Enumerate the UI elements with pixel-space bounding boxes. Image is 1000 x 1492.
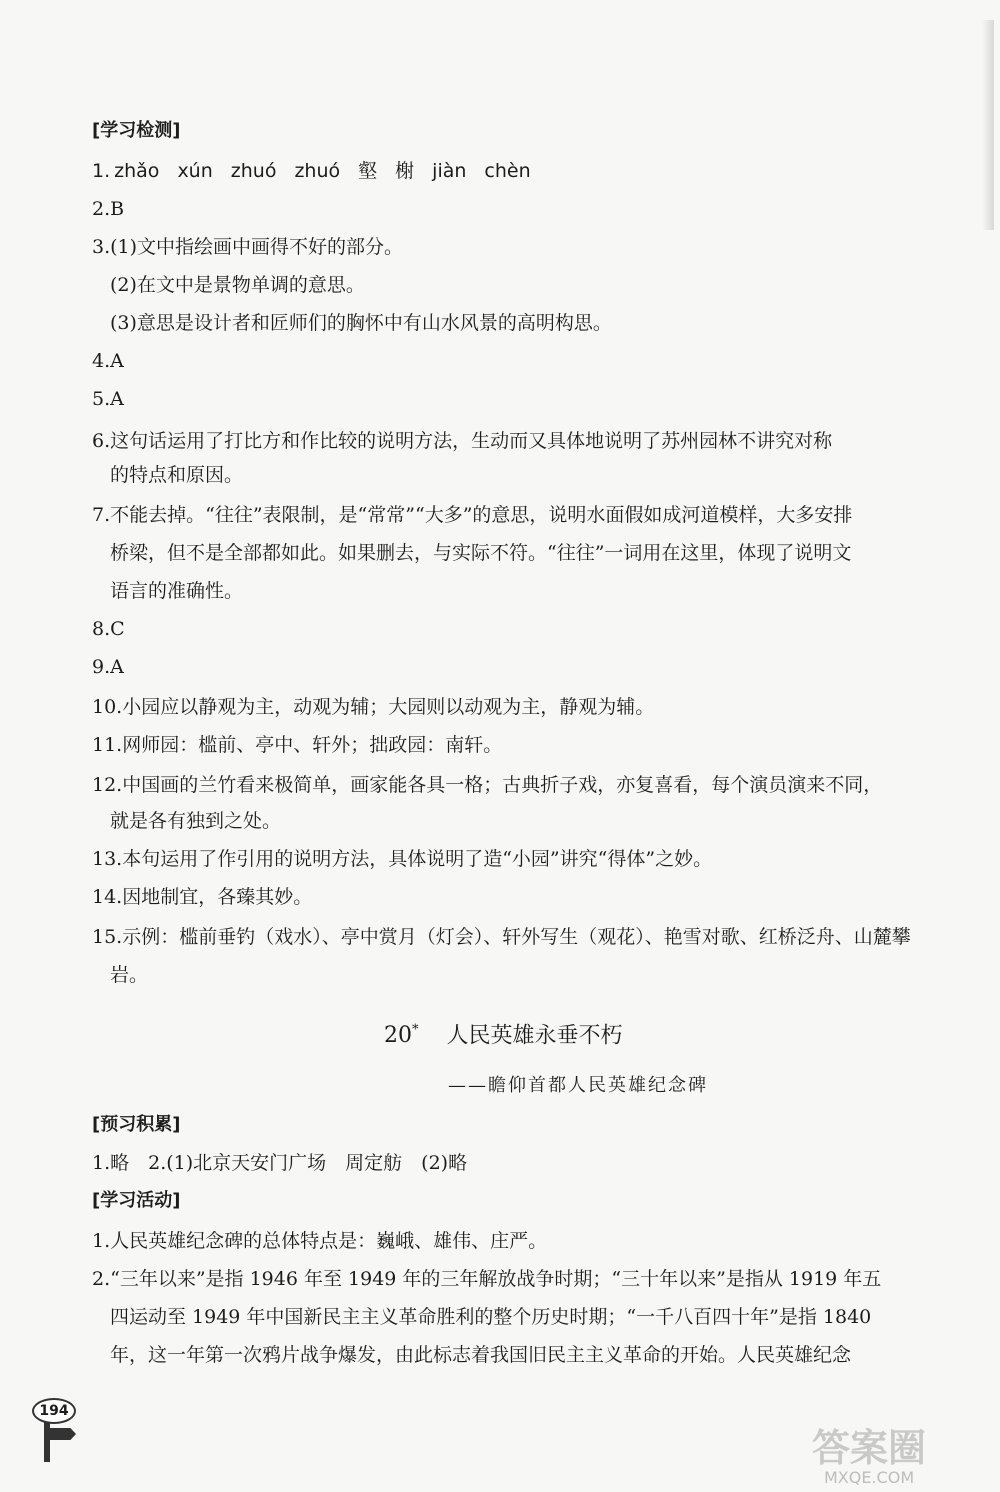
watermark-url: MXQE.COM [824, 1468, 915, 1487]
section-heading-study-check: [学习检测] [92, 120, 181, 141]
pinyin-item: 壑 [358, 160, 378, 182]
signpost-arrow-icon [48, 1428, 76, 1440]
answer-line: 12.中国画的兰竹看来极简单，画家能各具一格；古典折子戏，亦复喜看，每个演员演来不同， [92, 774, 883, 796]
answer-line: 就是各有独到之处。 [110, 810, 282, 832]
pinyin-item: xún [177, 160, 213, 182]
activity-answer-line: 1.人民英雄纪念碑的总体特点是：巍峨、雄伟、庄严。 [92, 1230, 548, 1252]
answer-line: 4.A [92, 350, 124, 372]
answer-line: 13.本句运用了作引用的说明方法，具体说明了造“小园”讲究“得体”之妙。 [92, 848, 713, 870]
pinyin-item: zhuó [294, 160, 341, 182]
answer-line: 5.A [92, 388, 124, 410]
answer-line: 15.示例：槛前垂钓（戏水）、亭中赏月（灯会）、轩外写生（观花）、艳雪对歌、红桥泛舟、山麓攀 [92, 926, 911, 948]
pinyin-item: zhuó [230, 160, 277, 182]
pinyin-item: jiàn [432, 160, 467, 182]
page-number: 194 [32, 1398, 76, 1424]
answer-line: 8.C [92, 618, 125, 640]
pinyin-item: zhǎo [114, 160, 160, 182]
answer-line: 语言的准确性。 [110, 580, 244, 602]
page-binding-shadow [982, 20, 994, 230]
lesson-subtitle: ——瞻仰首都人民英雄纪念碑 [448, 1075, 708, 1096]
answer-line: 10.小园应以静观为主，动观为辅；大园则以动观为主，静观为辅。 [92, 696, 655, 718]
activity-answer-line: 年，这一年第一次鸦片战争爆发，由此标志着我国旧民主主义革命的开始。人民英雄纪念 [110, 1344, 852, 1366]
answer-line: (2)在文中是景物单调的意思。 [110, 274, 365, 296]
answer-line: 7.不能去掉。“往往”表限制，是“常常”“大多”的意思，说明水面假如成河道模样，大多安排 [92, 504, 853, 526]
answer-number: 1. [92, 160, 111, 182]
lesson-title [384, 1016, 623, 1051]
answer-line: 桥梁，但不是全部都如此。如果删去，与实际不符。“往往”一词用在这里，体现了说明文 [110, 542, 852, 564]
section-heading-preview: [预习积累] [92, 1114, 181, 1135]
pinyin-item: chèn [484, 160, 531, 182]
answer-line: 的特点和原因。 [110, 464, 244, 486]
page-number-signpost [28, 1398, 86, 1468]
watermark-logo: 答案圈 [812, 1426, 927, 1470]
answer-line: 9.A [92, 656, 124, 678]
answer-line: 6.这句话运用了打比方和作比较的说明方法，生动而又具体地说明了苏州园林不讲究对称 [92, 430, 833, 452]
preview-answer-line: 1.略 2.(1)北京天安门广场 周定舫 (2)略 [92, 1152, 468, 1174]
lesson-title-text: 人民英雄永垂不朽 [446, 1023, 623, 1049]
answer-line: 11.网师园：槛前、亭中、轩外；拙政园：南轩。 [92, 734, 503, 756]
activity-answer-line: 四运动至 1949 年中国新民主主义革命胜利的整个历史时期；“一千八百四十年”是指 1840 [110, 1306, 872, 1328]
activity-answer-line: 2.“三年以来”是指 1946 年至 1949 年的三年解放战争时期；“三十年以来”是指从 1919 年五 [92, 1268, 882, 1290]
answer-line: 岩。 [110, 964, 149, 986]
answer-line: 3.(1)文中指绘画中画得不好的部分。 [92, 236, 404, 258]
pinyin-answer-line [92, 158, 549, 184]
lesson-number: 20* [384, 1023, 419, 1049]
pinyin-item: 榭 [395, 160, 415, 182]
section-heading-activity: [学习活动] [92, 1190, 181, 1211]
answer-line: (3)意思是设计者和匠师们的胸怀中有山水风景的高明构思。 [110, 312, 612, 334]
answer-line: 2.B [92, 198, 125, 220]
answer-line: 14.因地制宜，各臻其妙。 [92, 886, 313, 908]
